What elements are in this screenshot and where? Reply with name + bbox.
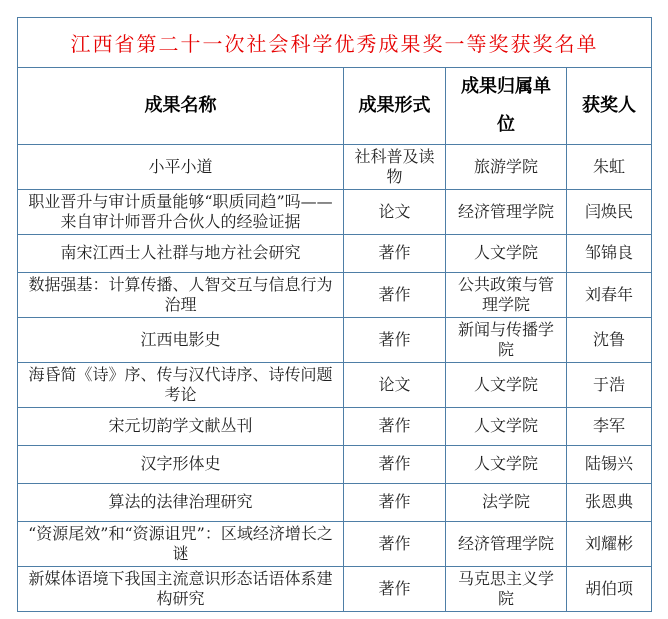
achievement-name-cell: “资源尾效”和“资源诅咒”：区域经济增长之谜 — [18, 521, 344, 566]
winner-cell: 朱虹 — [567, 144, 652, 189]
achievement-form-cell: 著作 — [344, 407, 446, 445]
table-row — [18, 272, 652, 317]
table-row — [18, 566, 652, 611]
table-row — [18, 189, 652, 234]
header-row — [18, 68, 652, 145]
achievement-form-cell: 社科普及读物 — [344, 144, 446, 189]
achievement-name-cell: 职业晋升与审计质量能够“职质同趋”吗——来自审计师晋升合伙人的经验证据 — [18, 189, 344, 234]
table-row — [18, 407, 652, 445]
table-row — [18, 521, 652, 566]
achievement-name-cell: 江西电影史 — [18, 317, 344, 362]
achievement-unit-cell: 人文学院 — [446, 445, 567, 483]
winner-cell: 胡伯项 — [567, 566, 652, 611]
achievement-name-cell: 汉字形体史 — [18, 445, 344, 483]
table-row — [18, 317, 652, 362]
achievement-form-cell: 著作 — [344, 445, 446, 483]
achievement-unit-cell: 马克思主义学院 — [446, 566, 567, 611]
achievement-unit-cell: 新闻与传播学院 — [446, 317, 567, 362]
column-header-name: 成果名称 — [18, 68, 344, 145]
achievement-name-cell: 算法的法律治理研究 — [18, 483, 344, 521]
achievement-name-cell: 小平小道 — [18, 144, 344, 189]
table-row — [18, 234, 652, 272]
achievement-form-cell: 著作 — [344, 566, 446, 611]
winner-cell: 李军 — [567, 407, 652, 445]
achievement-name-cell: 宋元切韵学文献丛刊 — [18, 407, 344, 445]
achievement-unit-cell: 经济管理学院 — [446, 189, 567, 234]
column-header-form: 成果形式 — [344, 68, 446, 145]
achievement-form-cell: 著作 — [344, 521, 446, 566]
table-title: 江西省第二十一次社会科学优秀成果奖一等奖获奖名单 — [18, 18, 652, 68]
achievement-unit-cell: 人文学院 — [446, 407, 567, 445]
winner-cell: 沈鲁 — [567, 317, 652, 362]
achievement-unit-cell: 法学院 — [446, 483, 567, 521]
column-header-winner: 获奖人 — [567, 68, 652, 145]
achievement-unit-cell: 旅游学院 — [446, 144, 567, 189]
achievement-form-cell: 著作 — [344, 272, 446, 317]
winner-cell: 闫焕民 — [567, 189, 652, 234]
winner-cell: 刘春年 — [567, 272, 652, 317]
achievement-name-cell: 数据强基：计算传播、人智交互与信息行为治理 — [18, 272, 344, 317]
table-row — [18, 144, 652, 189]
winner-cell: 张恩典 — [567, 483, 652, 521]
winner-cell: 陆锡兴 — [567, 445, 652, 483]
achievement-name-cell: 海昏简《诗》序、传与汉代诗序、诗传问题考论 — [18, 362, 344, 407]
table-row — [18, 445, 652, 483]
achievement-form-cell: 论文 — [344, 362, 446, 407]
winner-cell: 刘耀彬 — [567, 521, 652, 566]
achievement-form-cell: 著作 — [344, 317, 446, 362]
achievement-unit-cell: 公共政策与管理学院 — [446, 272, 567, 317]
table-row — [18, 362, 652, 407]
achievement-unit-cell: 人文学院 — [446, 234, 567, 272]
achievement-unit-cell: 经济管理学院 — [446, 521, 567, 566]
winner-cell: 邹锦良 — [567, 234, 652, 272]
table-row — [18, 483, 652, 521]
achievement-unit-cell: 人文学院 — [446, 362, 567, 407]
winner-cell: 于浩 — [567, 362, 652, 407]
achievement-name-cell: 新媒体语境下我国主流意识形态话语体系建构研究 — [18, 566, 344, 611]
achievement-form-cell: 著作 — [344, 234, 446, 272]
achievement-form-cell: 著作 — [344, 483, 446, 521]
awards-table — [17, 17, 652, 612]
title-row — [18, 18, 652, 68]
column-header-unit: 成果归属单位 — [446, 68, 567, 145]
achievement-name-cell: 南宋江西士人社群与地方社会研究 — [18, 234, 344, 272]
achievement-form-cell: 论文 — [344, 189, 446, 234]
